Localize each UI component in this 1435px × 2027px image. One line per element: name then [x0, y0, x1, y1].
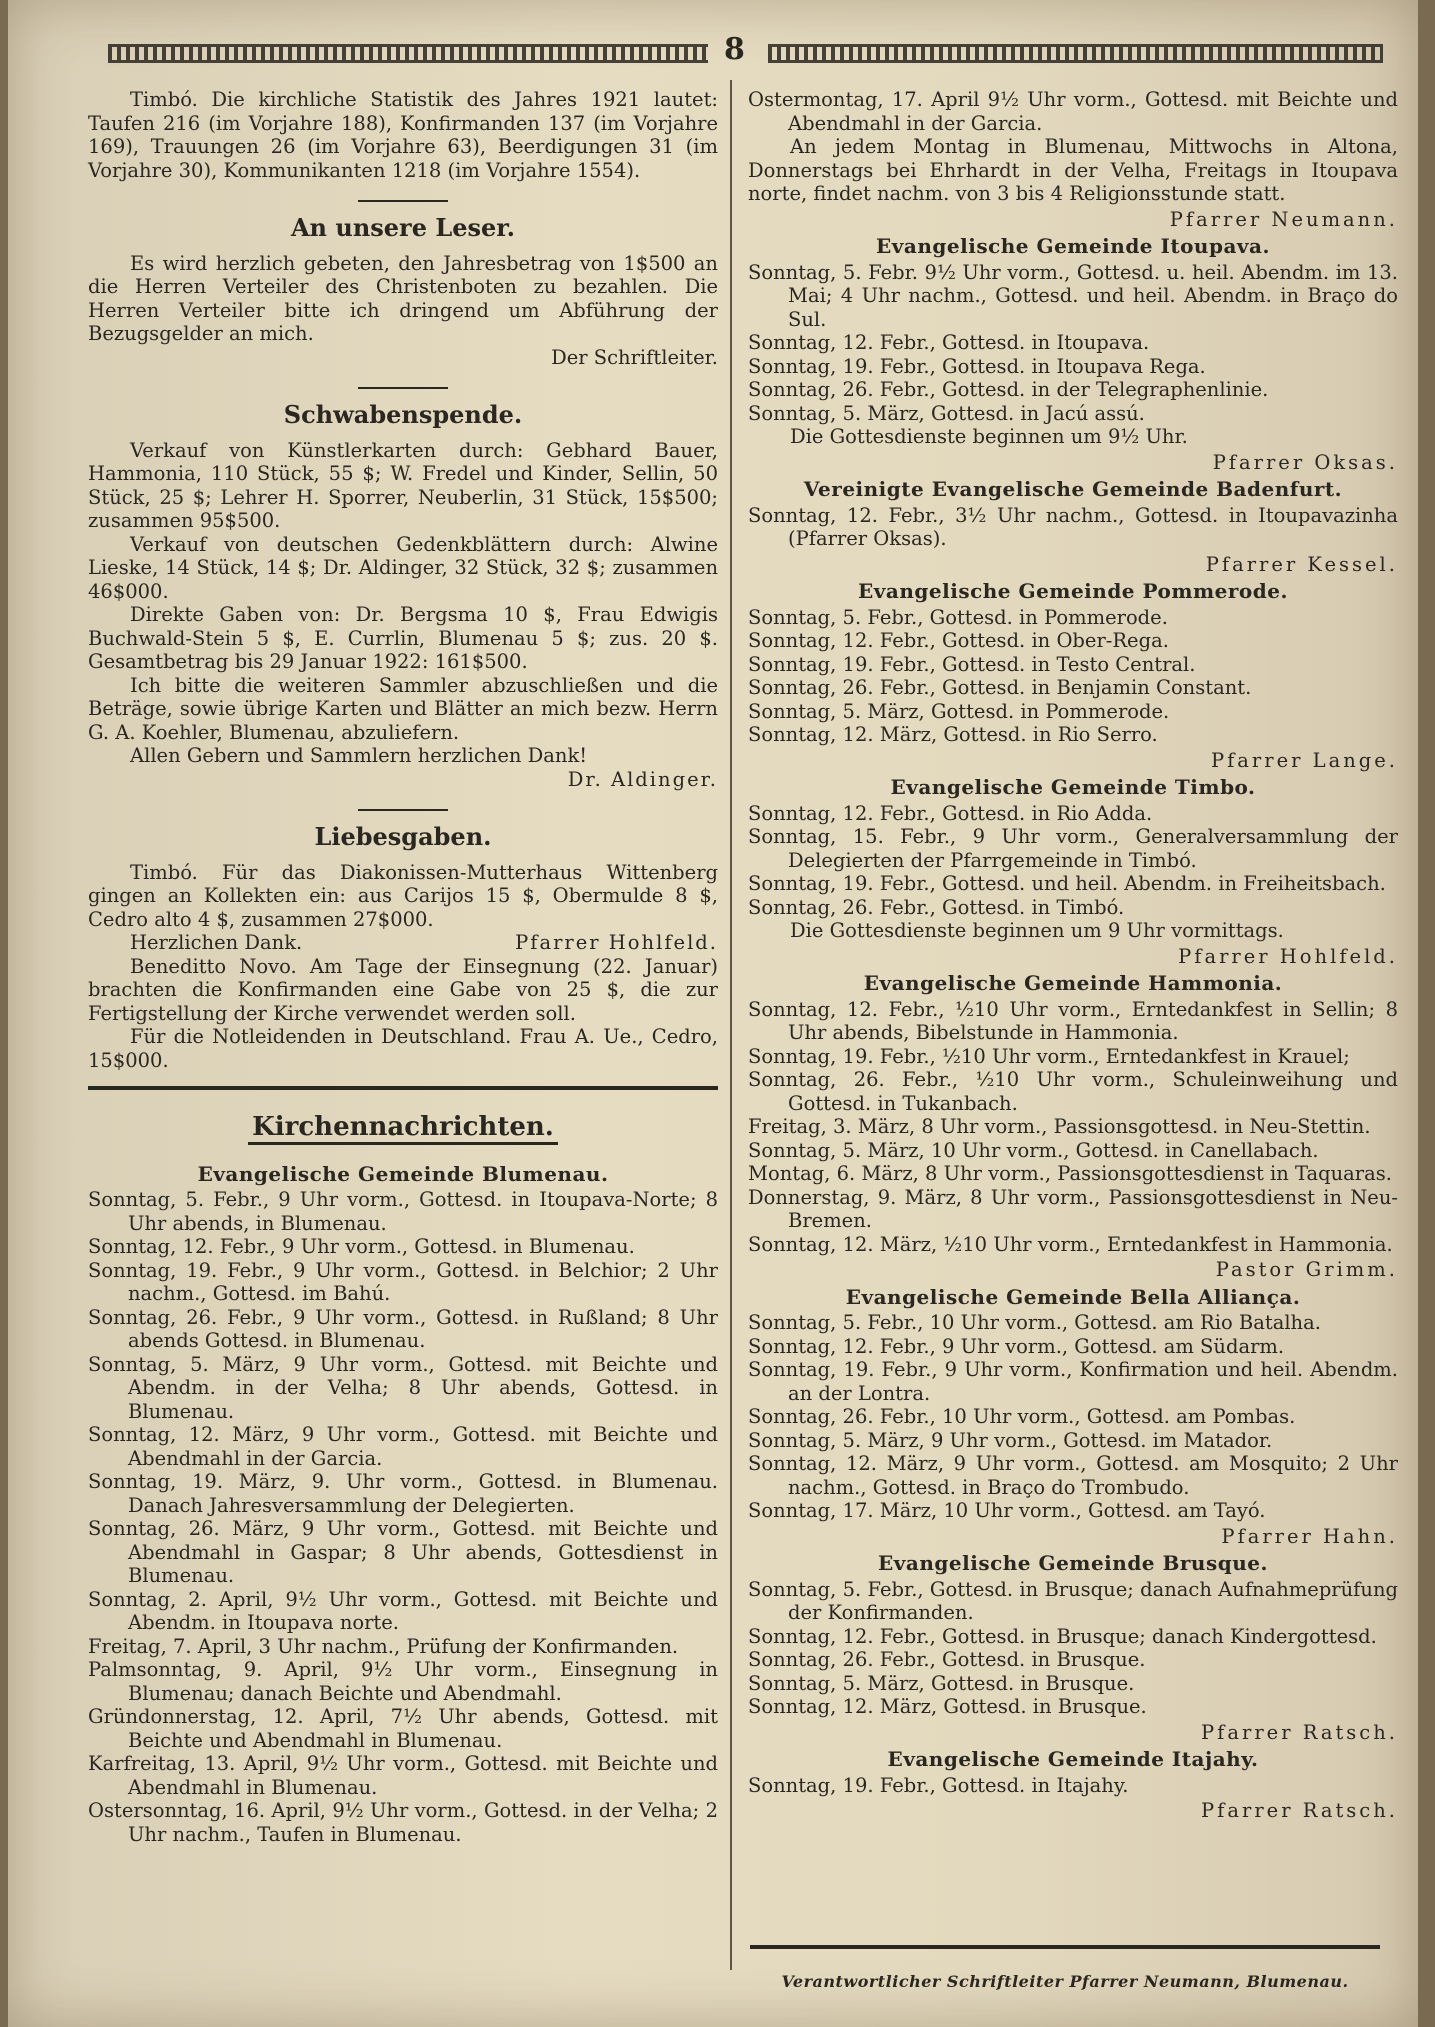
- header-ornament-right: [768, 44, 1383, 63]
- gemeinde-timbo-title: Evangelische Gemeinde Timbo.: [890, 775, 1256, 799]
- service-entry: Sonntag, 26. Febr., Gottesd. in Timbó.: [748, 895, 1125, 919]
- service-entry: Sonntag, 15. Febr., 9 Uhr vorm., Generalversammlung der Delegierten der Pfarrgemeinde in Timbó.: [748, 825, 1398, 872]
- service-entry: Donnerstag, 9. März, 8 Uhr vorm., Passionsgottesdienst in Neu-Bremen.: [748, 1185, 1398, 1232]
- service-note: Die Gottesdienste beginnen um 9 Uhr vormittags.: [790, 919, 1284, 942]
- service-entry: Ostermontag, 17. April 9½ Uhr vorm., Gottesd. mit Beichte und Abendmahl in der Garcia.: [748, 88, 1398, 135]
- liebesgaben-heading: Liebesgaben.: [314, 822, 492, 851]
- service-entry: Sonntag, 19. Febr., 9 Uhr vorm., Konfirmation und heil. Abendm. an der Lontra.: [748, 1358, 1398, 1405]
- section-rule: [358, 387, 448, 389]
- service-entry: Sonntag, 12. Febr., Gottesd. in Rio Adda.: [748, 801, 1153, 825]
- service-entry: Sonntag, 12. Febr., 9 Uhr vorm., Gottesd. am Südarm.: [748, 1334, 1285, 1358]
- service-entry: Sonntag, 5. Febr., 10 Uhr vorm., Gottesd. am Rio Batalha.: [748, 1311, 1321, 1334]
- service-entry: Sonntag, 5. Febr., Gottesd. in Pommerode.: [748, 605, 1168, 629]
- service-entry: Palmsonntag, 9. April, 9½ Uhr vorm., Einsegnung in Blumenau; danach Beichte und Abendmahl.: [88, 1658, 718, 1705]
- gemeinde-blumenau-list: [88, 1188, 718, 1846]
- footer-rule: [750, 1945, 1380, 1949]
- service-entry: Sonntag, 5. Febr., Gottesd. in Brusque; danach Aufnahmeprüfung der Konfirmanden.: [748, 1577, 1398, 1624]
- page-number: 8: [724, 32, 745, 67]
- service-entry: Sonntag, 19. März, 9. Uhr vorm., Gottesd. in Blumenau. Danach Jahresversammlung der Delegierten.: [88, 1470, 718, 1517]
- schwabenspende-paragraph: Verkauf von Künstlerkarten durch: Gebhard Bauer, Hammonia, 110 Stück, 55 $; W. Fredel und Kinder, Sellin, 50 Stück, 25 $; Lehrer H. Sporrer, Neuberlin, 31 Stück, 15$500; zusammen 95$500.: [88, 438, 718, 532]
- column-divider: [730, 80, 732, 1970]
- page-header: [108, 32, 1383, 67]
- service-entry: Freitag, 7. April, 3 Uhr nachm., Prüfung der Konfirmanden.: [88, 1634, 679, 1658]
- pastor-signature: Pfarrer Oksas.: [1212, 450, 1398, 474]
- liebesgaben-paragraph: Timbó. Für das Diakonissen-Mutterhaus Wittenberg gingen an Kollekten ein: aus Carijos 15 $, Obermulde 8 $, Cedro alto 4 $, zusammen 27$000.: [88, 860, 718, 931]
- schwabenspende-paragraph: Direkte Gaben von: Dr. Bergsma 10 $, Frau Edwigis Buchwald-Stein 5 $, E. Currlin, Blumenau 5 $; zus. 20 $. Gesamtbetrag bis 29 Januar 1922: 161$500.: [88, 603, 718, 673]
- service-entry: Sonntag, 12. Febr., ½10 Uhr vorm., Erntedankfest in Sellin; 8 Uhr abends, Bibelstunde in Hammonia.: [748, 997, 1398, 1044]
- service-entry: Sonntag, 19. Febr., Gottesd. in Itajahy.: [748, 1773, 1129, 1797]
- pastor-signature: Pfarrer Hahn.: [1221, 1524, 1398, 1548]
- pastor-signature: Pfarrer Lange.: [1210, 748, 1398, 772]
- liebesgaben-thanks: Herzlichen Dank.: [130, 931, 303, 954]
- kirchennachrichten-heading: Kirchennachrichten.: [248, 1116, 558, 1145]
- service-entry: Sonntag, 5. Febr. 9½ Uhr vorm., Gottesd. u. heil. Abendm. im 13. Mai; 4 Uhr nachm., Gottesd. und heil. Abendm. in Braço do Sul.: [748, 260, 1398, 331]
- pastor-signature: Pfarrer Hohlfeld.: [1178, 944, 1398, 968]
- kirchennachrichten-heading-wrap: [88, 1112, 718, 1145]
- pastor-signature: Pfarrer Ratsch.: [1201, 1799, 1398, 1822]
- gemeinde-bella-alliança-title: Evangelische Gemeinde Bella Alliança.: [845, 1284, 1301, 1309]
- service-entry: Sonntag, 5. März, Gottesd. in Pommerode.: [748, 699, 1170, 723]
- gemeinde-badenfurt-title: Vereinigte Evangelische Gemeinde Badenfurt.: [803, 477, 1343, 501]
- liebesgaben-paragraph: Beneditto Novo. Am Tage der Einsegnung (22. Januar) brachten die Konfirmanden eine Gabe von 25 $, die zur Fertigstellung der Kirche verwendet werden soll.: [88, 954, 718, 1025]
- pastor-signature: Pfarrer Kessel.: [1205, 552, 1398, 576]
- service-entry: Sonntag, 12. März, Gottesd. in Rio Serro.: [748, 723, 1158, 746]
- pastor-signature: Pastor Grimm.: [1215, 1258, 1398, 1281]
- service-note: An jedem Montag in Blumenau, Mittwochs in Altona, Donnerstags bei Ehrhardt in der Velha, Freitags in Itoupava norte, findet nachm. von 3 bis 4 Religionsstunde statt.: [748, 135, 1398, 205]
- gemeinde-itajahy-title: Evangelische Gemeinde Itajahy.: [887, 1747, 1259, 1771]
- imprint-footer: Verantwortlicher Schriftleiter Pfarrer Neumann, Blumenau.: [781, 1972, 1349, 1991]
- service-entry: Sonntag, 19. Febr., ½10 Uhr vorm., Erntedankfest in Krauel;: [748, 1044, 1350, 1068]
- liebesgaben-signature: Pfarrer Hohlfeld.: [515, 931, 718, 954]
- schwabenspende-paragraph: Ich bitte die weiteren Sammler abzuschließen und die Beträge, sowie übrige Karten und Blätter an mich bezw. Herrn G. A. Koehler, Blumenau, abzuliefern.: [88, 673, 718, 744]
- service-entry: Sonntag, 2. April, 9½ Uhr vorm., Gottesd. mit Beichte und Abendm. in Itoupava norte.: [88, 1587, 718, 1634]
- service-entry: Sonntag, 5. März, 9 Uhr vorm., Gottesd. im Matador.: [748, 1428, 1273, 1452]
- gemeinde-itoupava-title: Evangelische Gemeinde Itoupava.: [876, 234, 1270, 258]
- pastor-signature: Pfarrer Ratsch.: [1201, 1720, 1398, 1744]
- service-entry: Sonntag, 12. März, Gottesd. in Brusque.: [748, 1695, 1147, 1718]
- service-entry: Sonntag, 12. Febr., Gottesd. in Ober-Rega.: [748, 629, 1169, 652]
- leser-heading: An unsere Leser.: [290, 213, 516, 242]
- service-entry: Ostersonntag, 16. April, 9½ Uhr vorm., Gottesd. in der Velha; 2 Uhr nachm., Taufen in Blumenau.: [88, 1799, 718, 1846]
- timbo-statistics: Timbó. Die kirchliche Statistik des Jahres 1921 lautet: Taufen 216 (im Vorjahre 188), Konfirmanden 137 (im Vorjahre 169), Trauungen 26 (im Vorjahre 63), Beerdigungen 31 (im Vorjahre 30), Kommunikanten 1218 (im Vorjahre 1554).: [88, 88, 718, 182]
- service-entry: Sonntag, 5. März, Gottesd. in Jacú assú.: [748, 401, 1145, 425]
- gemeinde-brusque-title: Evangelische Gemeinde Brusque.: [878, 1551, 1268, 1575]
- service-entry: Montag, 6. März, 8 Uhr vorm., Passionsgottesdienst in Taquaras.: [748, 1162, 1392, 1185]
- service-entry: Sonntag, 26. Febr., Gottesd. in der Telegraphenlinie.: [748, 378, 1269, 401]
- service-entry: Sonntag, 17. März, 10 Uhr vorm., Gottesd. am Tayó.: [748, 1499, 1266, 1522]
- service-entry: Sonntag, 12. Febr., 3½ Uhr nachm., Gottesd. in Itoupavazinha (Pfarrer Oksas).: [748, 503, 1398, 550]
- leser-signature: Der Schriftleiter.: [551, 345, 718, 369]
- gemeinde-pommerode-title: Evangelische Gemeinde Pommerode.: [858, 579, 1288, 603]
- gemeinde-blumenau-title: Evangelische Gemeinde Blumenau.: [197, 1161, 609, 1186]
- leser-text: Es wird herzlich gebeten, den Jahresbetrag von 1$500 an die Herren Verteiler des Christenboten zu bezahlen. Die Herren Verteiler bitte ich dringend um Abführung der Bezugsgelder an mich.: [88, 251, 718, 345]
- schwabenspende-paragraph: Verkauf von deutschen Gedenkblättern durch: Alwine Lieske, 14 Stück, 14 $; Dr. Aldinger, 32 Stück, 32 $; zusammen 46$000.: [88, 532, 718, 603]
- service-note: Die Gottesdienste beginnen um 9½ Uhr.: [790, 425, 1188, 448]
- service-entry: Sonntag, 26. Febr., ½10 Uhr vorm., Schuleinweihung und Gottesd. in Tukanbach.: [748, 1068, 1398, 1115]
- gemeinde-hammonia-title: Evangelische Gemeinde Hammonia.: [863, 971, 1283, 995]
- service-entry: Sonntag, 12. März, ½10 Uhr vorm., Erntedankfest in Hammonia.: [748, 1232, 1393, 1256]
- header-ornament-left: [108, 44, 708, 63]
- schwabenspende-signature: Dr. Aldinger.: [567, 767, 718, 791]
- right-column: [748, 88, 1398, 1827]
- service-entry: Sonntag, 5. März, 9 Uhr vorm., Gottesd. mit Beichte und Abendm. in der Velha; 8 Uhr abends, Gottesd. in Blumenau.: [88, 1352, 718, 1423]
- section-rule: [358, 809, 448, 811]
- section-rule: [358, 200, 448, 202]
- pastor-signature: Pfarrer Neumann.: [1169, 207, 1398, 231]
- service-entry: Sonntag, 19. Febr., Gottesd. in Testo Central.: [748, 652, 1196, 676]
- schwabenspende-paragraph: Allen Gebern und Sammlern herzlichen Dank!: [130, 744, 588, 767]
- service-entry: Sonntag, 19. Febr., Gottesd. in Itoupava Rega.: [748, 354, 1206, 378]
- service-entry: Sonntag, 12. Febr., Gottesd. in Itoupava.: [748, 331, 1150, 354]
- service-entry: Sonntag, 12. März, 9 Uhr vorm., Gottesd. am Mosquito; 2 Uhr nachm., Gottesd. in Braço do Trombudo.: [748, 1452, 1398, 1499]
- newspaper-page: [8, 0, 1418, 2027]
- liebesgaben-paragraph: Für die Notleidenden in Deutschland. Frau A. Ue., Cedro, 15$000.: [88, 1025, 718, 1072]
- service-entry: Sonntag, 12. Febr., Gottesd. in Brusque; danach Kindergottesd.: [748, 1624, 1377, 1648]
- service-entry: Sonntag, 26. Febr., 10 Uhr vorm., Gottesd. am Pombas.: [748, 1405, 1296, 1428]
- service-entry: Freitag, 3. März, 8 Uhr vorm., Passionsgottesd. in Neu-Stettin.: [748, 1115, 1371, 1138]
- service-entry: Gründonnerstag, 12. April, 7½ Uhr abends, Gottesd. mit Beichte und Abendmahl in Blumenau.: [88, 1705, 718, 1752]
- service-entry: Sonntag, 26. Febr., Gottesd. in Brusque.: [748, 1648, 1146, 1671]
- service-entry: Sonntag, 12. März, 9 Uhr vorm., Gottesd. mit Beichte und Abendmahl in der Garcia.: [88, 1423, 718, 1470]
- service-entry: Karfreitag, 13. April, 9½ Uhr vorm., Gottesd. mit Beichte und Abendmahl in Blumenau.: [88, 1752, 718, 1799]
- section-rule-thick: [88, 1086, 718, 1090]
- service-entry: Sonntag, 19. Febr., 9 Uhr vorm., Gottesd. in Belchior; 2 Uhr nachm., Gottesd. im Bahú.: [88, 1258, 718, 1305]
- service-entry: Sonntag, 26. März, 9 Uhr vorm., Gottesd. mit Beichte und Abendmahl in Gaspar; 8 Uhr abends, Gottesdienst in Blumenau.: [88, 1517, 718, 1587]
- service-entry: Sonntag, 26. Febr., Gottesd. in Benjamin Constant.: [748, 676, 1252, 699]
- schwabenspende-heading: Schwabenspende.: [283, 400, 523, 429]
- service-entry: Sonntag, 5. Febr., 9 Uhr vorm., Gottesd. in Itoupava-Norte; 8 Uhr abends, in Blumenau.: [88, 1188, 718, 1235]
- service-entry: Sonntag, 5. März, 10 Uhr vorm., Gottesd. in Canellabach.: [748, 1138, 1319, 1162]
- service-entry: Sonntag, 19. Febr., Gottesd. und heil. Abendm. in Freiheitsbach.: [748, 872, 1386, 895]
- service-entry: Sonntag, 12. Febr., 9 Uhr vorm., Gottesd. in Blumenau.: [88, 1235, 635, 1258]
- service-entry: Sonntag, 26. Febr., 9 Uhr vorm., Gottesd. in Rußland; 8 Uhr abends Gottesd. in Blumenau.: [88, 1305, 718, 1352]
- left-column: [88, 88, 718, 1846]
- service-entry: Sonntag, 5. März, Gottesd. in Brusque.: [748, 1671, 1135, 1695]
